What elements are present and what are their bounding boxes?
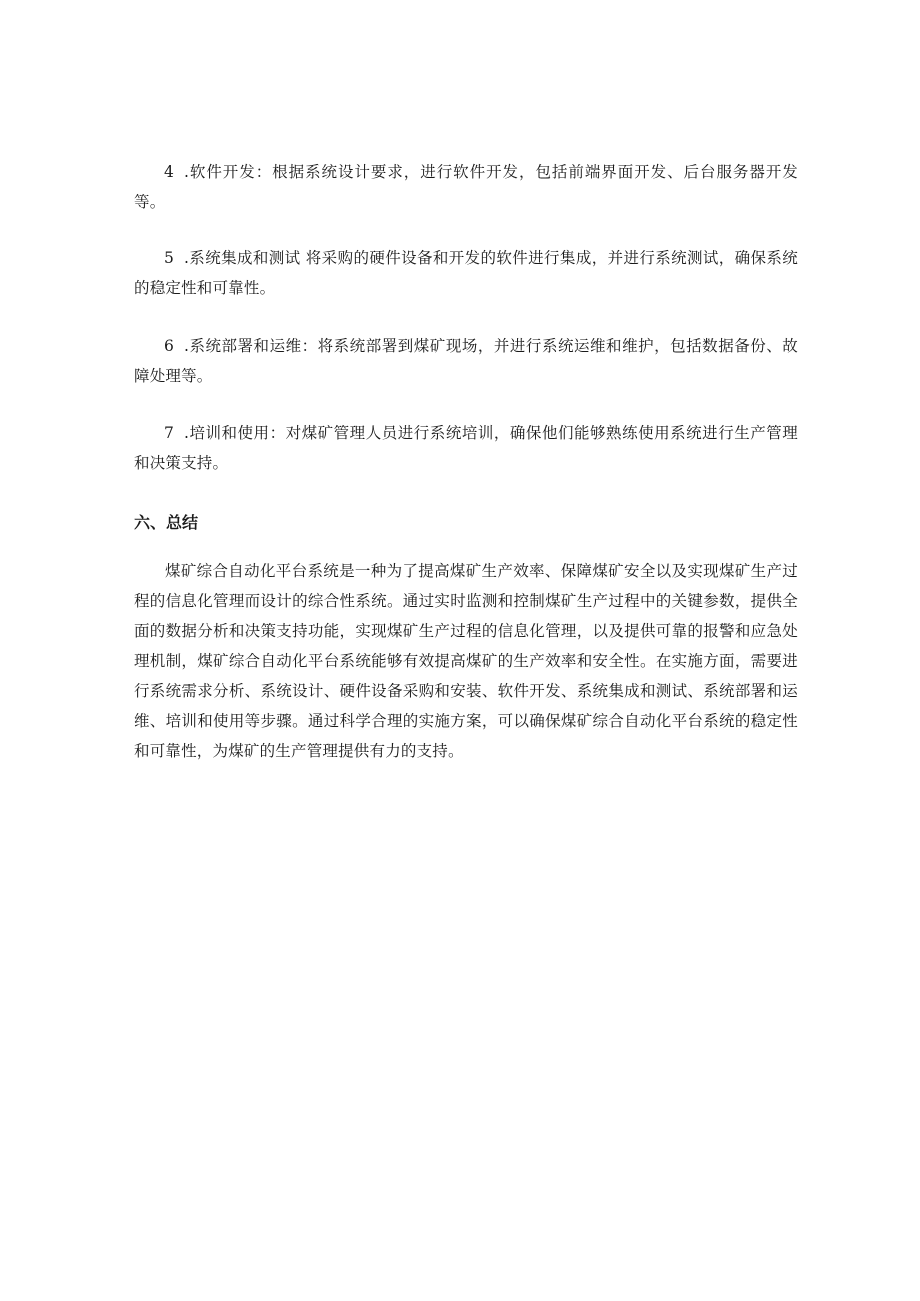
item-number: 6 [164, 337, 175, 355]
list-item-software-development [134, 157, 798, 217]
item-number: 4 [164, 163, 175, 181]
list-item-system-integration [134, 243, 798, 303]
item-number: 5 [164, 249, 175, 267]
item-text: .系统部署和运维：将系统部署到煤矿现场，并进行系统运维和维护，包括数据备份、故障处理等。 [134, 337, 798, 385]
item-text: .系统集成和测试 将采购的硬件设备和开发的软件进行集成，并进行系统测试，确保系统的稳定性和可靠性。 [134, 249, 798, 297]
list-item-deployment [134, 331, 798, 391]
item-number: 7 [164, 424, 175, 442]
item-text: .培训和使用：对煤矿管理人员进行系统培训，确保他们能够熟练使用系统进行生产管理和决策支持。 [134, 424, 798, 472]
summary-paragraph: 煤矿综合自动化平台系统是一种为了提高煤矿生产效率、保障煤矿安全以及实现煤矿生产过程的信息化管理而设计的综合性系统。通过实时监测和控制煤矿生产过程中的关键参数，提供全面的数据分析和决策支持功能，实现煤矿生产过程的信息化管理，以及提供可靠的报警和应急处理机制，煤矿综合自动化平台系统能够有效提高煤矿的生产效率和安全性。在实施方面，需要进行系统需求分析、系统设计、硬件设备采购和安装、软件开发、系统集成和测试、系统部署和运维、培训和使用等步骤。通过科学合理的实施方案，可以确保煤矿综合自动化平台系统的稳定性和可靠性，为煤矿的生产管理提供有力的支持。 [134, 562, 798, 760]
section-heading: 六、总结 [134, 513, 199, 532]
item-text: .软件开发：根据系统设计要求，进行软件开发，包括前端界面开发、后台服务器开发等。 [134, 163, 798, 211]
list-item-training [134, 418, 798, 478]
